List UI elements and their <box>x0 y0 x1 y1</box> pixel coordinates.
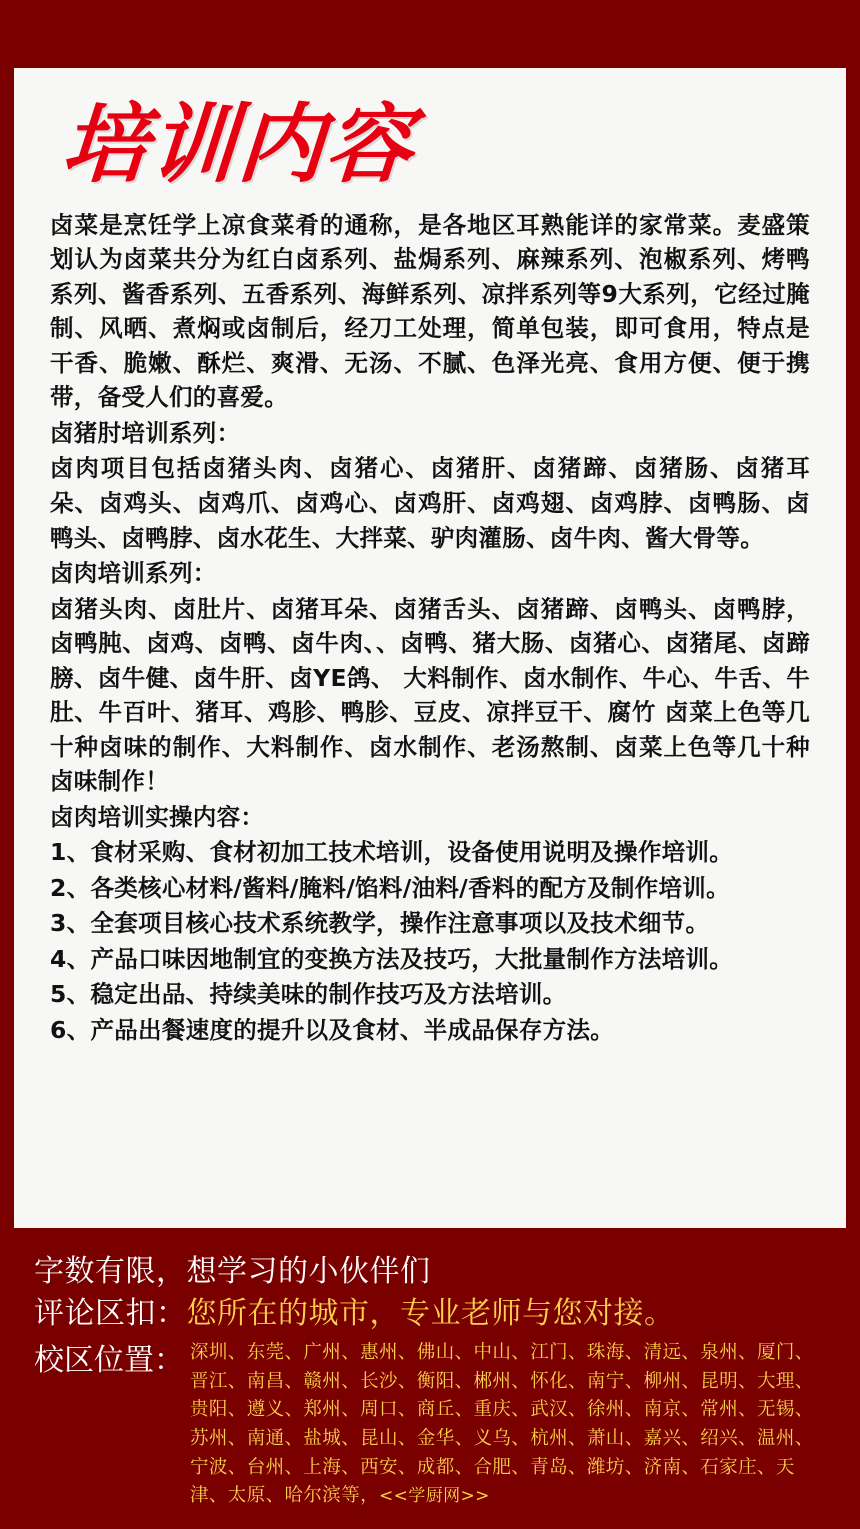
footer-line-2 <box>34 1294 826 1335</box>
paragraph: 4、产品口味因地制宜的变换方法及技巧，大批量制作方法培训。 <box>50 944 734 973</box>
content-panel <box>14 68 846 1228</box>
paragraph: 6、产品出餐速度的提升以及食材、半成品保存方法。 <box>50 1015 615 1044</box>
footer-line-1: 字数有限，想学习的小伙伴们 <box>34 1253 431 1289</box>
paragraph: 1、食材采购、食材初加工技术培训，设备使用说明及操作培训。 <box>50 838 734 867</box>
paragraph: 2、各类核心材料/酱料/腌料/馅料/油料/香料的配方及制作培训。 <box>50 873 730 902</box>
paragraph: 卤猪头肉、卤肚片、卤猪耳朵、卤猪舌头、卤猪蹄、卤鸭头、卤鸭脖，卤鸭肫、卤鸡、卤鸭、卤牛肉、、卤鸭、猪大肠、卤猪心、卤猪尾、卤蹄膀、卤牛健、卤牛肝、卤YE鸽、 大料制作、卤水制作、牛心、牛舌、牛肚、牛百叶、猪耳、鸡胗、鸭胗、豆皮、凉拌豆干、腐竹 卤菜上色等几十种卤味的制作、大料制作、卤水制作、老汤熬制、卤菜上色等几十种卤味制作！ <box>50 594 810 796</box>
campus-cities: 深圳、东莞、广州、惠州、佛山、中山、江门、珠海、清远、泉州、厦门、晋江、南昌、赣州、长沙、衡阳、郴州、怀化、南宁、柳州、昆明、大理、贵阳、遵义、郑州、周口、商丘、重庆、武汉、徐州、南京、常州、无锡、苏州、南通、盐城、昆山、金华、义乌、杭州、萧山、嘉兴、绍兴、温州、宁波、台州、上海、西安、成都、合肥、青岛、潍坊、济南、石家庄、天津、太原、哈尔滨等， <box>190 1341 814 1507</box>
page-title: 培训内容 <box>58 95 418 195</box>
campus-list <box>184 1339 826 1511</box>
campus-row <box>34 1339 826 1511</box>
paragraph: 卤菜是烹饪学上凉食菜肴的通称，是各地区耳熟能详的家常菜。麦盛策划认为卤菜共分为红白卤系列、盐焗系列、麻辣系列、泡椒系列、烤鸭系列、酱香系列、五香系列、海鲜系列、凉拌系列等9大系列，它经过腌制、风晒、煮焖或卤制后，经刀工处理，简单包装，即可食用，特点是干香、脆嫩、酥烂、爽滑、无汤、不腻、色泽光亮、食用方便、便于携带，备受人们的喜爱。 <box>50 210 810 412</box>
paragraph: 卤猪肘培训系列： <box>50 418 241 447</box>
training-content <box>44 208 816 1048</box>
watermark: <<学厨网>> <box>379 1486 490 1507</box>
paragraph: 卤肉培训实操内容： <box>50 802 265 831</box>
campus-label: 校区位置： <box>34 1342 184 1378</box>
paragraph: 卤肉项目包括卤猪头肉、卤猪心、卤猪肝、卤猪蹄、卤猪肠、卤猪耳朵、卤鸡头、卤鸡爪、卤鸡心、卤鸡肝、卤鸡翅、卤鸡脖、卤鸭肠、卤鸭头、卤鸭脖、卤水花生、大拌菜、驴肉灌肠、卤牛肉、酱大骨等。 <box>50 454 810 552</box>
paragraph: 3、全套项目核心技术系统教学，操作注意事项以及技术细节。 <box>50 909 710 938</box>
footer-line-2-prefix: 评论区扣： <box>34 1296 187 1332</box>
paragraph: 卤肉培训系列： <box>50 559 217 588</box>
footer-line-2-highlight: 您所在的城市，专业老师与您对接。 <box>186 1296 675 1332</box>
footer-band <box>0 1228 860 1529</box>
top-band <box>0 0 860 68</box>
paragraph: 5、稳定出品、持续美味的制作技巧及方法培训。 <box>50 980 567 1009</box>
